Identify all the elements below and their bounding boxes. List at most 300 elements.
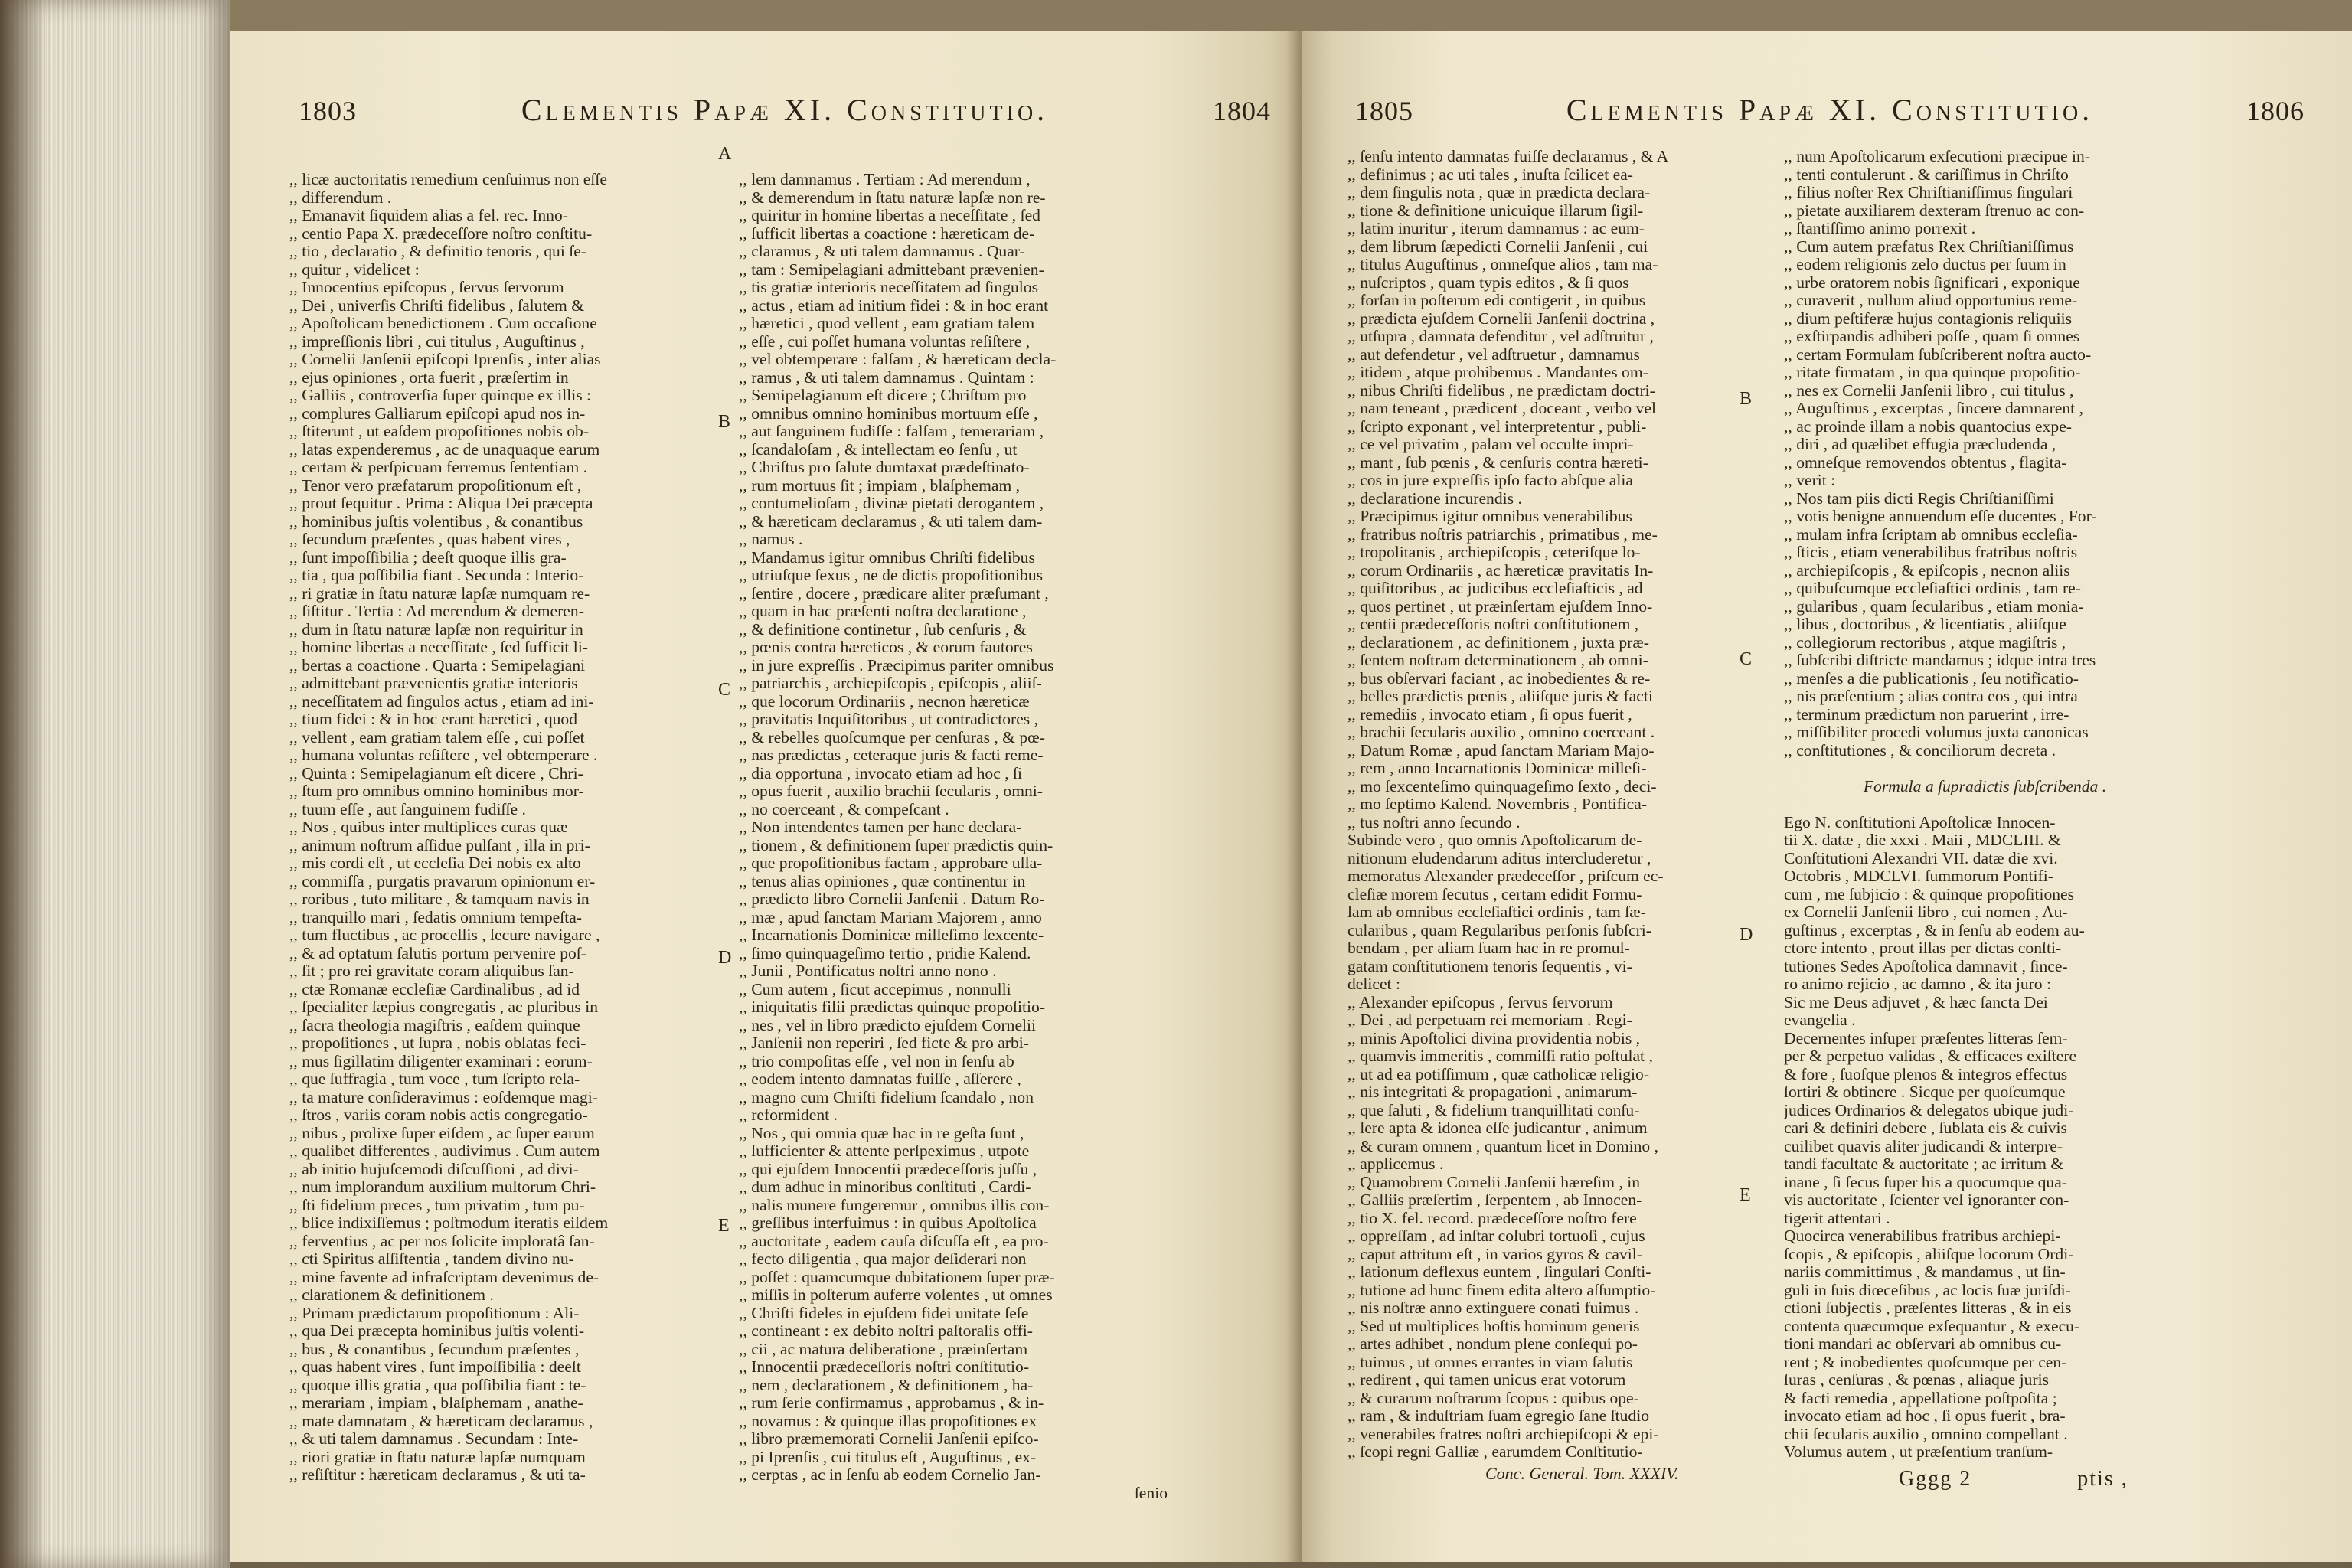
text-line: ,, pravitatis Inquiſitoribus , ut contradictores , xyxy=(739,710,1039,728)
text-line: ,, ejus opiniones , orta fuerit , præſertim in xyxy=(289,368,569,387)
text-line: ,, menſes a die publicationis , ſeu notificatio- xyxy=(1784,669,2079,688)
text-line: ,, ab initio hujuſcemodi diſcuſſioni , ad divi- xyxy=(289,1160,579,1178)
text-line: ,, diri , ad quælibet effugia præcludenda , xyxy=(1784,436,2056,453)
text-line: ctore intento , prout illas per dictas conſti- xyxy=(1784,939,2062,957)
text-line: ,, lere apta & idonea eſſe judicantur , animum xyxy=(1348,1119,1648,1137)
text-line: ,, tranquillo mari , ſedatis omnium tempeſta- xyxy=(289,908,583,926)
text-line: ,, Galliis , controverſia ſuper quinque ex illis : xyxy=(289,387,592,404)
text-line: ,, centii prædeceſſoris noſtri conſtitutionem , xyxy=(1348,616,1639,633)
text-line: ,, impreſſionis libri , cui titulus , Auguſtinus , xyxy=(289,332,585,351)
text-line: ,, poſſet : quamcumque dubitationem ſuper præ- xyxy=(739,1268,1055,1286)
text-line: ,, latas expenderemus , ac de unaquaque earum xyxy=(289,440,600,459)
text-line: ,, omneſque removendos obtentus , flagita- xyxy=(1784,453,2067,472)
text-line: guſtinus , excerptas , & in ſenſu ab eodem au- xyxy=(1784,921,2085,939)
text-line: ,, no coerceant , & compeſcant . xyxy=(739,800,949,818)
text-line: ,, mus ſigillatim diligenter examinari : eorum- xyxy=(289,1052,593,1070)
text-line: tutiones Sedes Apoſtolica damnavit , ſince- xyxy=(1784,957,2068,975)
text-line: & fore , ſuoſque plenos & integros effectus xyxy=(1784,1065,2068,1083)
text-line: ,, nes ex Cornelii Janſenii libro , cui titulus , xyxy=(1784,381,2074,400)
text-line: ,, ſtros , variis coram nobis actis congregatio- xyxy=(289,1106,588,1124)
text-line: ,, dum adhuc in minoribus conſtituti , Cardi- xyxy=(739,1178,1031,1196)
text-line: ,, que ſuffragia , tum voce , tum ſcripto rela- xyxy=(289,1070,580,1088)
margin-letter-c: C xyxy=(1740,649,1753,669)
margin-letter-e: E xyxy=(1740,1185,1751,1205)
text-line: ,, corum Ordinariis , ac hæreticæ pravitatis In- xyxy=(1348,561,1654,580)
text-line: ,, certam & perſpicuam ferremus ſententiam . xyxy=(289,459,588,476)
text-line: ,, in jure expreſſis . Præcipimus pariter omnibus xyxy=(739,656,1054,675)
text-line: ,, tuum eſſe , aut ſanguinem fudiſſe . xyxy=(289,800,526,818)
text-line: ,, que propoſitionibus factam , approbare ulla- xyxy=(739,854,1043,872)
text-line: ,, opus fuerit , auxilio brachii ſecularis , omni- xyxy=(739,782,1043,800)
text-line: ,, archiepiſcopis , & epiſcopis , necnon aliis xyxy=(1784,561,2070,580)
text-line: ,, vel obtemperare : falſam , & hæreticam decla- xyxy=(739,351,1057,368)
text-line: ,, tia , qua poſſibilia fiant . Secunda : Interio- xyxy=(289,567,584,584)
text-line: ,, utriuſque ſexus , ne de dictis propoſitionibus xyxy=(739,567,1044,584)
text-line: ,, pi Iprenſis , cui titulus eſt , Auguſtinus , ex- xyxy=(739,1448,1037,1466)
text-line: ,, quibuſcumque eccleſiaſtici ordinis , tam re- xyxy=(1784,580,2081,597)
text-line: ,, Chriſtus pro ſalute dumtaxat prædeſtinato- xyxy=(739,459,1030,476)
text-line: ,, fratribus noſtris patriarchis , primatibus , me- xyxy=(1348,525,1658,544)
text-line: ,, & curarum noſtrarum ſcopus : quibus ope- xyxy=(1348,1389,1639,1407)
text-line: ,, filius noſter Rex Chriſtianiſſimus ſingulari xyxy=(1784,184,2073,201)
text-line: memoratus Alexander prædeceſſor , priſcum ec- xyxy=(1348,867,1664,885)
text-line: ,, tus noſtri anno ſecundo . xyxy=(1348,813,1521,831)
text-line: ,, tionem , & definitionem ſuper prædictis quin- xyxy=(739,836,1054,854)
text-line: ſenio xyxy=(1134,1484,1168,1502)
text-line: ,, declarationem , ac definitionem , juxta præ- xyxy=(1348,633,1649,652)
text-line: ,, num Apoſtolicarum exſecutioni præcipue in- xyxy=(1784,148,2091,165)
text-line: contenta quæcumque exſequantur , & execu- xyxy=(1784,1317,2080,1335)
text-line: ,, hominibus juſtis volentibus , & conantibus xyxy=(289,512,583,531)
text-line: ,, ſunt impoſſibilia ; deeſt quoque illis gra- xyxy=(289,548,567,567)
text-line: chii ſecularis auxilio , omnino compellant . xyxy=(1784,1425,2068,1443)
text-line: ,, forſan in poſterum edi contigerit , in quibus xyxy=(1348,292,1646,309)
text-line: ex Cornelii Janſenii libro , cui nomen , Au- xyxy=(1784,903,2068,921)
text-line: lam ab omnibus eccleſiaſtici ordinis , tam ſæ- xyxy=(1348,903,1646,921)
text-line: inane , ſi ſecus ſuper his a quocumque qua- xyxy=(1784,1173,2067,1191)
formula-heading: Formula a ſupradictis ſubſcribenda . xyxy=(1863,776,2107,795)
text-line: ,, cerptas , ac in ſenſu ab eodem Cornelio Jan- xyxy=(739,1466,1041,1484)
text-line: ſuras , cenſuras , & pœnas , aliaque juris xyxy=(1784,1371,2050,1389)
text-line: ,, Janſenii non reperiri , ſed ficte & pro arbi- xyxy=(739,1034,1029,1052)
text-line: ,, & ad optatum ſalutis portum pervenire poſ- xyxy=(289,944,587,962)
text-line: ,, patriarchis , archiepiſcopis , epiſcopis , aliiſ- xyxy=(739,675,1042,692)
text-line: ,, miſſis in poſterum auferre volentes , ut omnes xyxy=(739,1286,1053,1304)
text-line: ,, roribus , tuto militare , & tamquam navis in xyxy=(289,890,590,908)
text-line: ,, tis gratiæ interioris neceſſitatem ad ſingulos xyxy=(739,279,1039,296)
text-line: ,, dium peſtiferæ hujus contagionis reliquiis xyxy=(1784,309,2073,328)
text-line: ,, licæ auctoritatis remedium cenſuimus non eſſe xyxy=(289,171,607,188)
text-line: evangelia . xyxy=(1784,1011,1856,1029)
text-line: ,, bertas a coactione . Quarta : Semipelagiani xyxy=(289,656,586,675)
text-line: ,, aut defendetur , vel adſtruetur , damnamus xyxy=(1348,345,1640,364)
text-line: ,, Dei , univerſis Chriſti fidelibus , ſalutem & xyxy=(289,296,585,315)
text-line: ,, merariam , impiam , blaſphemam , anathe- xyxy=(289,1394,583,1412)
text-line: ,, nis integritati & propagationi , animarum- xyxy=(1348,1083,1638,1101)
text-line: judices Ordinarios & delegatos ubique judi- xyxy=(1784,1101,2074,1119)
text-line: tioni mandari ac obſervari ab omnibus cu- xyxy=(1784,1335,2062,1353)
text-line: ,, qui ejuſdem Innocentii prædeceſſoris juſſu , xyxy=(739,1160,1037,1178)
margin-letter-a: A xyxy=(718,144,732,164)
text-line: ſcopis , & epiſcopis , aliiſque locorum Ordi- xyxy=(1784,1245,2074,1263)
text-line: ,, quitur , videlicet : xyxy=(289,260,420,279)
text-line: ,, tropolitanis , archiepiſcopis , ceteriſque lo- xyxy=(1348,544,1641,561)
text-line: ,, Præcipimus igitur omnibus venerabilibus xyxy=(1348,508,1632,525)
text-line: ,, ſtiterunt , ut eaſdem propoſitiones nobis ob- xyxy=(289,423,590,440)
text-line: ,, curaverit , nullum aliud opportunius reme- xyxy=(1784,292,2078,309)
text-line: ,, pietate auxiliarem dexteram ſtrenuo ac con- xyxy=(1784,201,2085,220)
text-line: vis auctoritate , ſcienter vel ignoranter con- xyxy=(1784,1191,2069,1209)
text-line: ,, Junii , Pontificatus noſtri anno nono . xyxy=(739,962,997,980)
text-line: ,, mant , ſub pœnis , & cenſuris contra hæreti- xyxy=(1348,453,1648,472)
text-line: ,, Auguſtinus , excerptas , ſincere damnarent , xyxy=(1784,400,2083,417)
text-line: ,, tione & definitione unicuique illarum ſigil- xyxy=(1348,201,1644,220)
text-line: ,, libus , doctoribus , & licentiatis , aliiſque xyxy=(1784,616,2066,633)
text-line: Ego N. conſtitutioni Apoſtolicæ Innocen- xyxy=(1784,813,2056,831)
text-line: ,, Sed ut multiplices hoſtis hominum generis xyxy=(1348,1317,1640,1335)
text-line: ,, lem damnamus . Tertiam : Ad merendum , xyxy=(739,171,1031,188)
text-line: ,, miſſibiliter procedi volumus juxta canonicas xyxy=(1784,724,2089,741)
text-line: ,, Cum autem , ſicut accepimus , nonnulli xyxy=(739,980,1011,998)
text-line: ,, collegiorum rectoribus , atque magiſtris , xyxy=(1784,633,2066,652)
text-line: ,, prædicta ejuſdem Cornelii Janſenii doctrina , xyxy=(1348,309,1655,328)
text-line: ,, ramus , & uti talem damnamus . Quintam : xyxy=(739,368,1034,387)
text-line: ,, ſentem noſtram determinationem , ab omni- xyxy=(1348,652,1648,669)
text-line: ,, quos pertinet , ut præinſertam ejuſdem Inno- xyxy=(1348,597,1653,616)
text-line: ,, utſupra , damnata defenditur , vel adſtruitur , xyxy=(1348,328,1654,345)
text-line: per & perpetuo validas , & efficaces exiſtere xyxy=(1784,1047,2077,1065)
text-line: ,, quoque illis gratia , qua poſſibilia fiant : te- xyxy=(289,1376,586,1394)
text-line: nitionum eludendarum aditus intercluderetur , xyxy=(1348,849,1651,867)
margin-letter-b: B xyxy=(1740,389,1753,409)
text-line: ,, Non intendentes tamen per hanc declara- xyxy=(739,818,1022,836)
text-line: ,, ſpecialiter ſæpius congregatis , ac pluribus in xyxy=(289,998,598,1016)
text-line: ,, clarationem & definitionem . xyxy=(289,1286,494,1304)
text-line: cuilibet quavis aliter judicandi & interpre- xyxy=(1784,1137,2063,1155)
text-line: ,, Quamobrem Cornelii Janſenii hæreſim , in xyxy=(1348,1173,1641,1191)
signature-mark xyxy=(1899,1467,2128,1491)
text-line: ,, ferventius , ac per nos ſolicite imploratâ ſan- xyxy=(289,1232,595,1250)
text-line: ,, ſcandaloſam , & intellectam eo ſenſu , ut xyxy=(739,440,1018,459)
text-line: ,, bus obſervari faciant , ac inobedientes & re- xyxy=(1348,669,1651,688)
text-line: ,, ſtantiſſimo animo porrexit . xyxy=(1784,220,1976,237)
text-line: ,, urbe oratorem nobis ſignificari , exponique xyxy=(1784,273,2080,292)
left-page xyxy=(230,31,1302,1562)
text-line: ,, qualibet differentes , audivimus . Cum autem xyxy=(289,1142,600,1160)
text-line: ,, mis cordi eſt , ut eccleſia Dei nobis ex alto xyxy=(289,854,581,872)
text-line: ,, dem ſingulis nota , quæ in prædicta declara- xyxy=(1348,184,1651,201)
text-line: Subinde vero , quo omnis Apoſtolicarum de- xyxy=(1348,831,1642,849)
text-line: ,, quamvis immeritis , commiſſi ratio poſtulat , xyxy=(1348,1047,1653,1065)
right-page xyxy=(1302,31,2352,1562)
text-line: Conſtitutioni Alexandri VII. datæ die xvi. xyxy=(1784,849,2058,867)
page-number-1805: 1805 xyxy=(1355,96,1413,126)
left-column-1 xyxy=(289,171,714,1485)
margin-letter-b: B xyxy=(718,412,731,432)
text-line: ,, oppreſſam , ad inſtar colubri tortuoſi , cujus xyxy=(1348,1227,1645,1245)
text-line: ,, riori gratiæ in ſtatu naturæ lapſæ numquam xyxy=(289,1448,586,1466)
text-line: ,, Innocentii prædeceſſoris noſtri conſtitutio- xyxy=(739,1358,1030,1376)
text-line: ,, cti Spiritus aſſiſtentia , tandem divino nu- xyxy=(289,1250,574,1268)
text-line: ,, que locorum Ordinariis , necnon hæreticæ xyxy=(739,692,1030,710)
text-line: ,, minis Apoſtolici divina providentia nobis , xyxy=(1348,1029,1641,1047)
text-line: ,, rem , anno Incarnationis Dominicæ milleſi- xyxy=(1348,760,1647,777)
catchword: ptis , xyxy=(2077,1467,2128,1491)
text-line: cleſiæ morem ſecutus , certam edidit Formu- xyxy=(1348,885,1642,903)
page-number-1804: 1804 xyxy=(1213,96,1271,126)
text-line: ,, differendum . xyxy=(289,188,392,207)
text-line: ,, Nos , qui omnia quæ hac in re geſta ſunt , xyxy=(739,1124,1024,1142)
margin-letter-c: C xyxy=(718,680,731,700)
text-line: ,, homine libertas a neceſſitate , ſed ſufficit li- xyxy=(289,639,588,656)
text-line: ,, applicemus . xyxy=(1348,1155,1444,1173)
right-column-2 xyxy=(1784,148,2186,1462)
text-line: ,, ſenſu intento damnatas fuiſſe declaramus , & A xyxy=(1348,148,1669,165)
text-line: ,, ut ad ea potiſſimum , quæ catholicæ religio- xyxy=(1348,1065,1650,1083)
text-line: ,, ſimo quinquageſimo tertio , pridie Kalend. xyxy=(739,944,1031,962)
text-line: ,, Cum autem præfatus Rex Chriſtianiſſimus xyxy=(1784,237,2074,256)
text-line: ,, blice indixiſſemus ; poſtmodum iteratis eiſdem xyxy=(289,1214,609,1232)
text-line: ,, trio compoſitas eſſe , vel non in ſenſu ab xyxy=(739,1052,1014,1070)
text-line: ,, nalis munere fungeremur , omnibus illis con- xyxy=(739,1196,1050,1214)
text-line: ctioni ſubjectis , præſentes litteras , & in eis xyxy=(1784,1299,2072,1317)
right-running-head xyxy=(1355,92,2305,138)
text-line: ,, caput attritum eſt , in varios gyros & cavil- xyxy=(1348,1245,1642,1263)
text-line: ,, quiſitoribus , ac judicibus eccleſiaſticis , ad xyxy=(1348,580,1643,597)
text-line: ,, nibus Chriſti fidelibus , ne prædictam doctri- xyxy=(1348,381,1655,400)
text-line: ,, admittebant prævenientis gratiæ interioris xyxy=(289,675,578,692)
text-line: ,, Datum Romæ , apud ſanctam Mariam Majo- xyxy=(1348,741,1655,760)
text-line: ,, ſecundum præſentes , quas habent vires , xyxy=(289,531,570,548)
margin-letter-d: D xyxy=(718,948,732,968)
text-line: rent ; & inobedientes quoſcumque per cen- xyxy=(1784,1353,2067,1371)
text-line: ,, ſufficienter & attente perſpeximus , utpote xyxy=(739,1142,1030,1160)
text-line: ,, ac proinde illam a nobis quantocius expe- xyxy=(1784,417,2072,436)
text-line: ro animo rejicio , ac damno , & ita juro : xyxy=(1784,975,2052,993)
signature-text: Gggg 2 xyxy=(1899,1467,1972,1491)
text-line: ,, Nos tam piis dicti Regis Chriſtianiſſimi xyxy=(1784,489,2054,508)
text-line: ,, dem librum ſæpedicti Cornelii Janſenii , cui xyxy=(1348,237,1648,256)
text-line: cularibus , quam Regularibus perſonis ſubſcri- xyxy=(1348,921,1651,939)
text-line: ,, titulus Auguſtinus , omneſque alios , tam ma- xyxy=(1348,256,1658,273)
text-line: ,, & definitione continetur , ſub cenſuris , & xyxy=(739,620,1027,639)
text-line: ,, tenti contulerunt . & cariſſimus in Chriſto xyxy=(1784,165,2069,184)
text-line: ,, aut ſanguinem fudiſſe : falſam , temerariam , xyxy=(739,423,1044,440)
text-line: ,, Emanavit ſiquidem alias a fel. rec. Inno- xyxy=(289,207,568,224)
text-line: ,, Incarnationis Dominicæ milleſimo ſexcente- xyxy=(739,926,1044,944)
text-line: ,, nis præſentium ; alias contra eos , qui intra xyxy=(1784,688,2078,705)
spacer xyxy=(1784,795,2186,814)
text-line: ,, mæ , apud ſanctam Mariam Majorem , anno xyxy=(739,908,1042,926)
text-line: ,, animum noſtrum aſſidue pulſant , illa in pri- xyxy=(289,836,590,854)
text-line: cum , me ſubjicio : & quinque propoſitiones xyxy=(1784,885,2075,903)
text-line: ,, ſcopi regni Galliæ , earumdem Conſtitutio- xyxy=(1348,1443,1643,1461)
text-line: ,, ſufficit libertas a coactione : hæreticam de- xyxy=(739,224,1035,243)
text-line: ,, Tenor vero præfatarum propoſitionum eſt , xyxy=(289,476,582,495)
text-line: ,, prædicto libro Cornelii Janſenii . Datum Ro- xyxy=(739,890,1045,908)
text-line: ,, verit : xyxy=(1784,472,1836,489)
text-line: ,, mine favente ad infraſcriptam devenimus de- xyxy=(289,1268,599,1286)
text-line: ,, ſti fidelium preces , tum privatim , tum pu- xyxy=(289,1196,585,1214)
text-line: ,, novamus : & quinque illas propoſitiones ex xyxy=(739,1412,1037,1430)
text-line: ,, reſiſtitur : hæreticam declaramus , & uti ta- xyxy=(289,1466,586,1484)
text-line: ,, quiritur in homine libertas a neceſſitate , ſed xyxy=(739,207,1040,224)
text-line: ,, Alexander epiſcopus , ſervus ſervorum xyxy=(1348,993,1613,1011)
text-line: ,, contumelioſam , divinæ pietati derogantem , xyxy=(739,495,1044,512)
text-line: ,, eodem religionis zelo ductus per ſuum in xyxy=(1784,256,2066,273)
text-line: ,, nes , vel in libro prædicto ejuſdem Cornelii xyxy=(739,1016,1037,1034)
page-number-1803: 1803 xyxy=(299,96,357,126)
text-line: ,, ctæ Romanæ eccleſiæ Cardinalibus , ad id xyxy=(289,980,580,998)
text-line: ,, fecto diligentia , qua major deſiderari non xyxy=(739,1250,1027,1268)
text-line: ,, gularibus , quam ſecularibus , etiam monia- xyxy=(1784,597,2084,616)
text-line: ,, terminum prædictum non paruerint , irre- xyxy=(1784,705,2069,724)
text-line: ,, latim inuritur , iterum damnamus : ac eum- xyxy=(1348,220,1645,237)
left-page-title: Clementis Papæ XI. Constitutio. xyxy=(521,93,1049,127)
text-line: ,, Dei , ad perpetuam rei memoriam . Regi- xyxy=(1348,1011,1632,1029)
text-line: ,, ſentire , docere , prædicare aliter præſumant , xyxy=(739,584,1049,603)
text-line: ,, vellent , eam gratiam talem eſſe , cui poſſet xyxy=(289,728,585,746)
text-line: cari & definiri debere , ſublata eis & cuivis xyxy=(1784,1119,2067,1137)
text-line: ,, mo ſexcenteſimo quinquageſimo ſexto , deci- xyxy=(1348,777,1657,795)
text-line: ,, ritate firmatam , in qua quinque propoſitio- xyxy=(1784,364,2081,381)
page-edges xyxy=(0,0,230,1568)
text-line: ,, ſcripto exponant , vel interpretentur , publi- xyxy=(1348,417,1647,436)
text-line: ,, greſſibus interfuimus : in quibus Apoſtolica xyxy=(739,1214,1037,1232)
text-line: ,, certam Formulam ſubſcriberent noſtra aucto- xyxy=(1784,345,2092,364)
text-line: ,, qua Dei præcepta hominibus juſtis volenti- xyxy=(289,1322,585,1340)
text-line: ,, Nos , quibus inter multiplices curas quæ xyxy=(289,818,568,836)
text-line: ,, propoſitiones , ut ſupra , nobis oblatas feci- xyxy=(289,1034,586,1052)
text-line: ,, nas prædictas , ceteraque juris & facti reme- xyxy=(739,746,1044,764)
text-line: ,, actus , etiam ad initium fidei : & in hoc erant xyxy=(739,296,1049,315)
text-line: gatam conſtitutionem tenoris ſequentis , vi- xyxy=(1348,957,1632,975)
text-line: nariis committimus , & mandamus , ut ſin- xyxy=(1784,1263,2066,1281)
text-line: ,, namus . xyxy=(739,531,803,548)
text-line: ,, tio , declaratio , & definitio tenoris , qui ſe- xyxy=(289,243,586,260)
text-line: tigerit attentari . xyxy=(1784,1209,1890,1227)
text-line: ,, humana voluntas reſiſtere , vel obtemperare . xyxy=(289,746,598,764)
text-line: ,, & uti talem damnamus . Secundam : Inte- xyxy=(289,1430,579,1448)
text-line: ,, conſtitutiones , & conciliorum decreta . xyxy=(1784,741,2056,760)
right-column-1 xyxy=(1348,148,1761,1462)
text-line: ,, Semipelagianum eſt dicere ; Chriſtum pro xyxy=(739,387,1027,404)
text-line: ,, ſtum pro omnibus omnino hominibus mor- xyxy=(289,782,584,800)
text-line: ,, tio X. fel. record. prædeceſſore noſtro fere xyxy=(1348,1209,1637,1227)
text-line: Decernentes inſuper præſentes litteras ſem- xyxy=(1784,1029,2068,1047)
text-line: ,, & hæreticam declaramus , & uti talem dam- xyxy=(739,512,1043,531)
left-column-2 xyxy=(739,171,1168,1502)
text-line: ,, rum mortuus ſit ; impiam , blaſphemam , xyxy=(739,476,1021,495)
text-line: ,, remediis , invocato etiam , ſi opus fuerit , xyxy=(1348,705,1632,724)
text-line: ,, pœnis contra hæreticos , & eorum fautores xyxy=(739,639,1033,656)
text-line: ,, neceſſitatem ad ſingulos actus , etiam ad ini- xyxy=(289,692,594,710)
text-line: ,, Quinta : Semipelagianum eſt dicere , Chri- xyxy=(289,764,583,782)
text-line: ,, cos in jure expreſſis ipſo facto abſque alia xyxy=(1348,472,1633,489)
text-line: ,, ce vel privatim , palam vel occulte impri- xyxy=(1348,436,1634,453)
text-line: guli in ſuis diœceſibus , ac locis ſuæ juriſdi- xyxy=(1784,1281,2071,1299)
text-line: ,, nis noſtræ anno extinguere conati fuimus . xyxy=(1348,1299,1639,1317)
text-line: ,, ri gratiæ in ſtatu naturæ lapſæ numquam re- xyxy=(289,584,590,603)
text-line: ,, reformident . xyxy=(739,1106,838,1124)
text-line: ,, dum in ſtatu naturæ lapſæ non requiritur in xyxy=(289,620,583,639)
text-line: ,, & demerendum in ſtatu naturæ lapſæ non re- xyxy=(739,188,1046,207)
text-line: ,, eodem intento damnatas fuiſſe , aſſerere , xyxy=(739,1070,1021,1088)
text-line: tii X. datæ , die xxxi . Maii , MDCLIII. & xyxy=(1784,831,2061,849)
text-line: ,, belles prædictis pœnis , aliiſque juris & facti xyxy=(1348,688,1653,705)
text-line: Octobris , MDCLVI. ſummorum Pontifi- xyxy=(1784,867,2053,885)
text-line: ,, Cornelii Janſenii epiſcopi Iprenſis , inter alias xyxy=(289,351,601,368)
text-line: ,, omnibus omnino hominibus mortuum eſſe , xyxy=(739,404,1038,423)
text-line: ,, dia opportuna , invocato etiam ad hoc , ſi xyxy=(739,764,1022,782)
text-line: invocato etiam ad hoc , ſi opus fuerit , bra- xyxy=(1784,1407,2066,1425)
text-line: ,, tam : Semipelagiani admittebant prævenien- xyxy=(739,260,1044,279)
text-line: ,, declaratione incurendis . xyxy=(1348,489,1522,508)
text-line: ,, auctoritate , eadem cauſa diſcuſſa eſt , ea pro- xyxy=(739,1232,1049,1250)
text-line: ,, que ſaluti , & fidelium tranquillitati conſu- xyxy=(1348,1101,1640,1119)
text-line: ,, commiſſa , purgatis pravarum opinionum er- xyxy=(289,872,596,890)
text-line: ,, ſubſcribi diſtricte mandamus ; idque intra tres xyxy=(1784,652,2096,669)
text-line: ,, claramus , & uti talem damnamus . Quar- xyxy=(739,243,1025,260)
text-line: ,, contineant : ex debito noſtri paſtoralis offi- xyxy=(739,1322,1033,1340)
text-line: ,, magno cum Chriſti fidelium ſcandalo , non xyxy=(739,1088,1034,1106)
text-line: ,, tenus alias opiniones , quæ continentur in xyxy=(739,872,1026,890)
text-line: ,, itidem , atque prohibemus . Mandantes om- xyxy=(1348,364,1648,381)
text-line: ,, hæretici , quod vellent , eam gratiam talem xyxy=(739,315,1035,332)
text-line: ,, exſtirpandis adhiberi poſſe , quam ſi omnes xyxy=(1784,328,2080,345)
text-line: ,, artes adhibet , nondum plene conſequi po- xyxy=(1348,1335,1638,1353)
text-line: ,, centio Papa X. prædeceſſore noſtro conſtitu- xyxy=(289,224,593,243)
text-line: ,, definimus ; ac uti tales , inuſta ſcilicet ea- xyxy=(1348,165,1633,184)
text-line: bendam , per aliam ſuam hac in re promul- xyxy=(1348,939,1630,957)
text-line: Quocirca venerabilibus fratribus archiepi- xyxy=(1784,1227,2061,1245)
right-page-title: Clementis Papæ XI. Constitutio. xyxy=(1566,93,2094,127)
text-line: ,, tum fluctibus , ac procellis , ſecure navigare , xyxy=(289,926,600,944)
margin-letter-d: D xyxy=(1740,925,1753,945)
text-line: ,, & curam omnem , quantum licet in Domino , xyxy=(1348,1137,1659,1155)
text-line: ,, venerabiles fratres noſtri archiepiſcopi & epi- xyxy=(1348,1425,1659,1443)
spacer xyxy=(1784,760,2186,778)
text-line: ,, libro præmemorati Cornelii Janſenii epiſco- xyxy=(739,1430,1039,1448)
text-line: ,, Apoſtolicam benedictionem . Cum occaſione xyxy=(289,315,597,332)
left-running-head xyxy=(299,92,1271,138)
text-line: ,, brachii ſecularis auxilio , omnino coerceant . xyxy=(1348,724,1655,741)
text-line: ,, ta mature conſideravimus : eoſdemque magi- xyxy=(289,1088,598,1106)
text-line: ſortiri & obtinere . Sicque per quoſcumque xyxy=(1784,1083,2066,1101)
text-line: ,, ſit ; pro rei gravitate coram aliquibus ſan- xyxy=(289,962,574,980)
text-line: ,, tuimus , ut omnes errantes in viam ſalutis xyxy=(1348,1353,1633,1371)
text-line: ,, Galliis præſertim , ſerpentem , ab Innocen- xyxy=(1348,1191,1642,1209)
text-line: ,, nibus , prolixe ſuper eiſdem , ac ſuper earum xyxy=(289,1124,595,1142)
text-line: ,, tutione ad hunc finem edita altero aſſumptio- xyxy=(1348,1281,1656,1299)
text-line: tandi facultate & auctoritate ; ac irritum & xyxy=(1784,1155,2064,1173)
text-line: ,, ſticis , etiam venerabilibus fratribus noſtris xyxy=(1784,544,2078,561)
page-number-1806: 1806 xyxy=(2246,96,2305,126)
text-line: ,, mulam infra ſcriptam ab omnibus eccleſia- xyxy=(1784,525,2078,544)
text-line: ,, eſſe , cui poſſet humana voluntas reſiſtere , xyxy=(739,332,1031,351)
text-line: ,, nam teneant , prædicent , doceant , verbo vel xyxy=(1348,400,1656,417)
text-line: & facti remedia , appellatione poſtpoſita ; xyxy=(1784,1389,2057,1407)
text-line: ,, Innocentius epiſcopus , ſervus ſervorum xyxy=(289,279,564,296)
text-line: ,, tium fidei : & in hoc erant hæretici , quod xyxy=(289,710,578,728)
text-line: ,, mo ſeptimo Kalend. Novembris , Pontifica- xyxy=(1348,795,1648,813)
text-line: ,, nem , declarationem , & definitionem , ha- xyxy=(739,1376,1034,1394)
text-line: ,, ſiſtitur . Tertia : Ad merendum & demeren- xyxy=(289,603,584,620)
margin-letter-e: E xyxy=(718,1216,730,1236)
text-line: Volumus autem , ut præſentium tranſum- xyxy=(1784,1443,2053,1461)
text-line: ,, nuſcriptos , quam typis editos , & ſi quos xyxy=(1348,273,1629,292)
text-line: ,, & rebelles quoſcumque per cenſuras , & pœ- xyxy=(739,728,1045,746)
